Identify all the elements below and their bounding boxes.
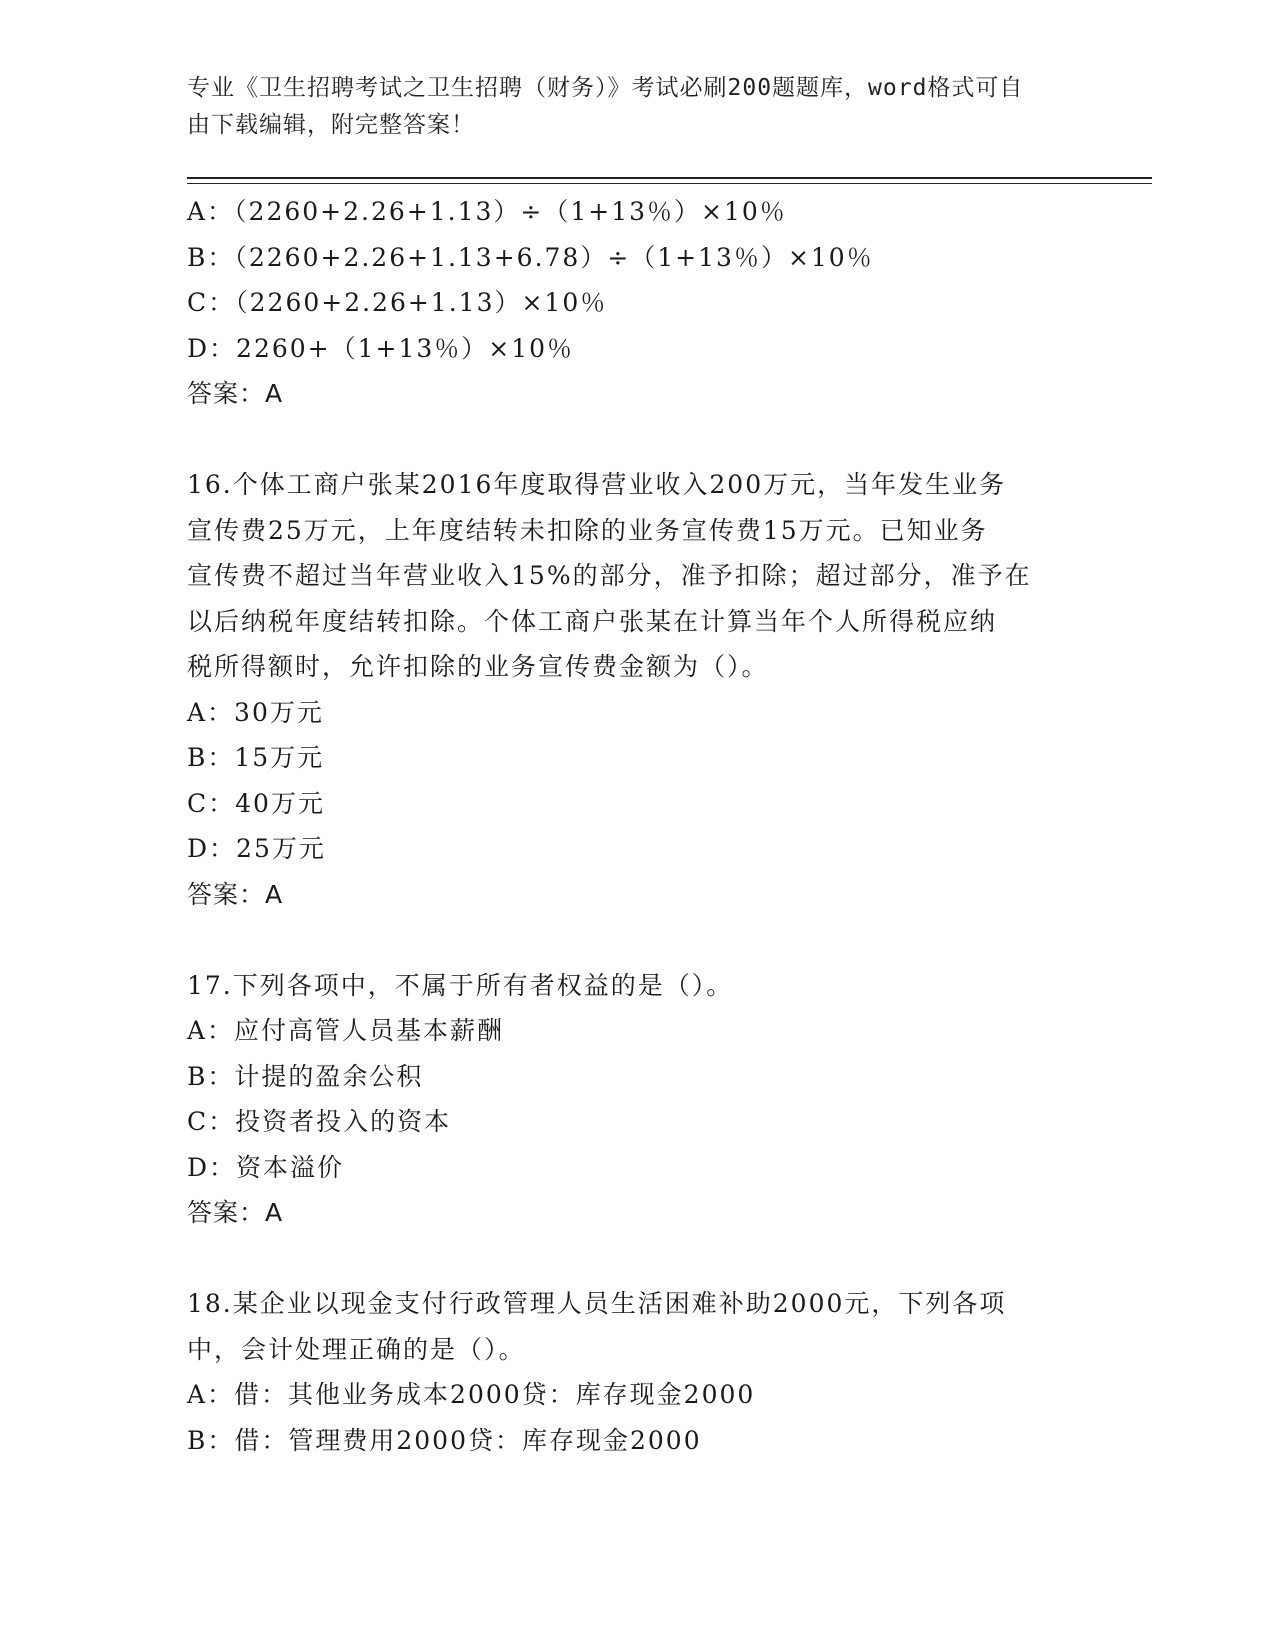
question-text-line: 16.个体工商户张某2016年度取得营业收入200万元，当年发生业务 — [187, 470, 1007, 499]
answer-line: 答案：A — [187, 879, 284, 909]
question-15-tail — [187, 189, 1087, 417]
question-text-line: 中，会计处理正确的是（）。 — [187, 1334, 526, 1364]
question-text-line: 宣传费25万元，上年度结转未扣除的业务宣传费15万元。已知业务 — [187, 515, 988, 545]
document-header — [187, 70, 1067, 144]
option-c: C：（2260+2.26+1.13）×10％ — [187, 288, 608, 317]
spacer — [187, 1236, 1087, 1282]
option-b: B：计提的盈余公积 — [187, 1061, 424, 1091]
question-text-line: 18.某企业以现金支付行政管理人员生活困难补助2000元，下列各项 — [187, 1289, 1007, 1318]
header-line-1: 专业《卫生招聘考试之卫生招聘（财务）》考试必刷200题题库，word格式可自 — [187, 75, 1024, 101]
spacer — [187, 417, 1087, 463]
question-text-line: 以后纳税年度结转扣除。个体工商户张某在计算当年个人所得税应纳 — [187, 606, 998, 636]
option-c: C：投资者投入的资本 — [187, 1107, 452, 1136]
document-content — [187, 189, 1087, 1463]
option-d: D：2260+（1+13％）×10％ — [187, 333, 575, 363]
question-text-line: 税所得额时，允许扣除的业务宣传费金额为（）。 — [187, 652, 769, 681]
header-line-2: 由下载编辑，附完整答案！ — [187, 112, 475, 138]
option-a: A：（2260+2.26+1.13）÷（1+13％）×10％ — [187, 197, 787, 226]
option-a: A：应付高管人员基本薪酬 — [187, 1016, 505, 1045]
option-a: A：30万元 — [187, 697, 324, 727]
header-rule-thick — [187, 177, 1152, 179]
header-rule-thin — [187, 183, 1152, 184]
option-d: D：25万元 — [187, 834, 326, 863]
question-17 — [187, 963, 1087, 1236]
question-16 — [187, 462, 1087, 917]
answer-line: 答案：A — [187, 1198, 284, 1227]
option-d: D：资本溢价 — [187, 1152, 345, 1182]
option-b: B：（2260+2.26+1.13+6.78）÷（1+13％）×10％ — [187, 242, 874, 272]
option-c: C：40万元 — [187, 788, 325, 818]
question-text-line: 17.下列各项中，不属于所有者权益的是（）。 — [187, 970, 734, 1000]
option-b: B：借：管理费用2000贷：库存现金2000 — [187, 1425, 702, 1455]
question-18 — [187, 1281, 1087, 1463]
option-a: A：借：其他业务成本2000贷：库存现金2000 — [187, 1380, 756, 1409]
option-b: B：15万元 — [187, 743, 325, 772]
answer-line: 答案：A — [187, 379, 284, 408]
question-text-line: 宣传费不超过当年营业收入15%的部分，准予扣除；超过部分，准予在 — [187, 561, 1032, 590]
spacer — [187, 917, 1087, 963]
